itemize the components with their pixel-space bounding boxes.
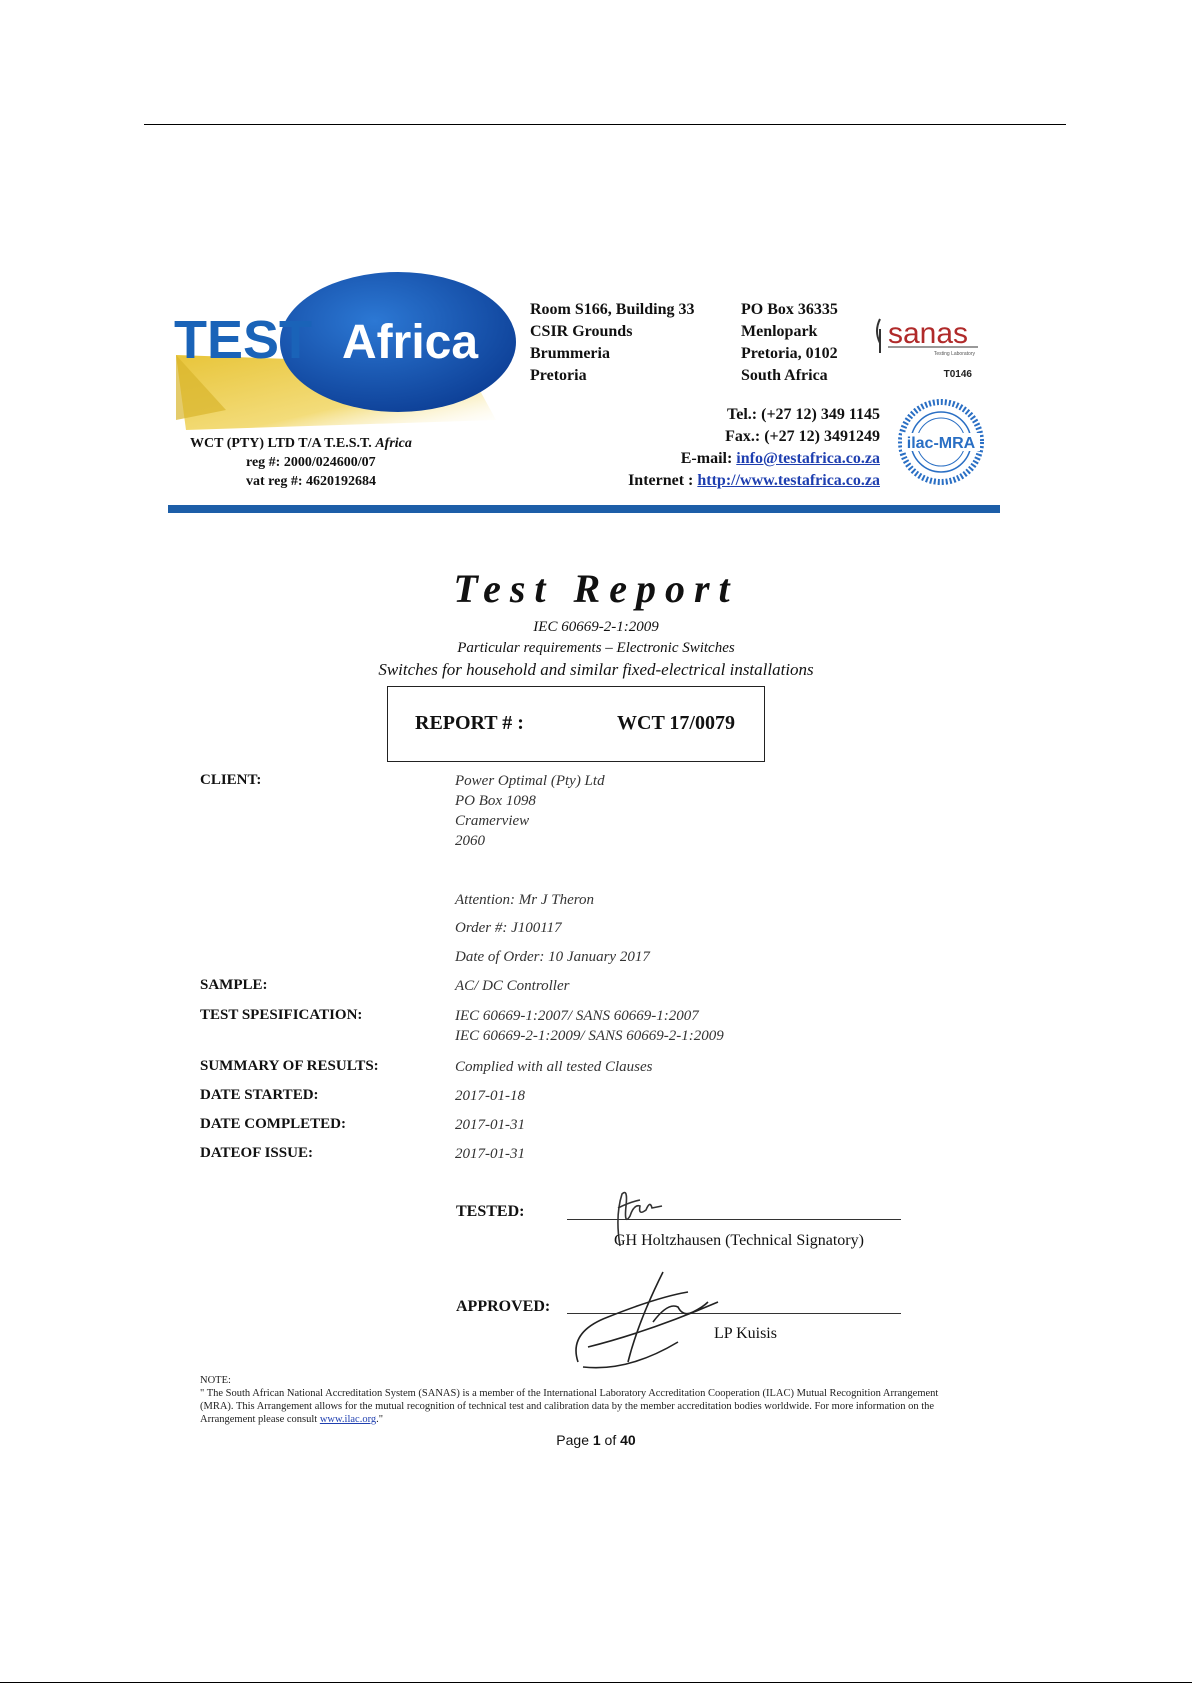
report-title: Test Report: [453, 566, 739, 611]
started-value: 2017-01-18: [455, 1088, 525, 1104]
completed-label: DATE COMPLETED:: [200, 1116, 346, 1132]
header-rule: [144, 124, 1066, 125]
requirements-line: Particular requirements – Electronic Switches: [457, 640, 735, 656]
tested-label: TESTED:: [456, 1203, 525, 1220]
page-number: Page 1 of 40: [556, 1432, 636, 1448]
tel: Tel.: (+27 12) 349 1145: [727, 406, 880, 423]
approved-label: APPROVED:: [456, 1298, 551, 1315]
accreditation-note: [200, 1374, 970, 1426]
logo-test-text: TEST: [174, 310, 313, 370]
sanas-logo: [870, 309, 985, 381]
approved-signature: [568, 1262, 748, 1372]
summary-value: Complied with all tested Clauses: [455, 1059, 653, 1075]
ilac-mra-logo: [896, 397, 986, 487]
company-vat: vat reg #: 4620192684: [246, 474, 376, 489]
company-reg: reg #: 2000/024600/07: [246, 455, 376, 470]
page-bottom-edge: [0, 1682, 1192, 1683]
client-value: Power Optimal (Pty) Ltd PO Box 1098 Cramerview 2060: [455, 773, 605, 849]
internet-row: Internet : http://www.testafrica.co.za: [628, 472, 880, 489]
sample-value: AC/ DC Controller: [455, 978, 570, 994]
company-name: WCT (PTY) LTD T/A T.E.S.T. Africa: [190, 436, 412, 451]
svg-text:Testing Laboratory: Testing Laboratory: [933, 351, 975, 357]
client-label: CLIENT:: [200, 772, 262, 788]
report-number-label: REPORT # :: [415, 712, 524, 734]
email-link[interactable]: info@testafrica.co.za: [736, 450, 880, 467]
postal-address: PO Box 36335 Menlopark Pretoria, 0102 South Africa: [741, 301, 838, 384]
sample-label: SAMPLE:: [200, 977, 268, 993]
issue-label: DATEOF ISSUE:: [200, 1145, 313, 1161]
issue-value: 2017-01-31: [455, 1146, 525, 1162]
order-value: Order #: J100117: [455, 920, 562, 936]
report-number: WCT 17/0079: [617, 712, 735, 734]
ilac-link[interactable]: www.ilac.org: [319, 1414, 377, 1425]
scope-line: Switches for household and similar fixed-electrical installations: [378, 660, 814, 679]
street-address: Room S166, Building 33 CSIR Grounds Brummeria Pretoria: [530, 301, 695, 384]
email-row: E-mail: info@testafrica.co.za: [680, 450, 880, 467]
attention-value: Attention: Mr J Theron: [455, 892, 595, 908]
completed-value: 2017-01-31: [455, 1117, 525, 1133]
fax: Fax.: (+27 12) 3491249: [725, 428, 880, 445]
order-date-value: Date of Order: 10 January 2017: [455, 949, 650, 965]
spec-value: IEC 60669-1:2007/ SANS 60669-1:2007 IEC 60669-2-1:2009/ SANS 60669-2-1:2009: [455, 1008, 724, 1044]
note-body: " The South African National Accreditation System (SANAS) is a member of the International Laboratory Accreditation Cooperation (ILAC) Mutual Recognition Arrangement (MRA). This Arrangement allows for the mutual recognition of technical test and calibration data by the member accreditation bodies worldwide. For more information on the Arrangement please consult www.ilac.org.": [200, 1388, 939, 1425]
started-label: DATE STARTED:: [200, 1087, 319, 1103]
summary-label: SUMMARY OF RESULTS:: [200, 1058, 379, 1074]
svg-text:T0146: T0146: [943, 369, 972, 380]
note-heading: NOTE:: [200, 1375, 231, 1386]
tested-name: GH Holtzhausen (Technical Signatory): [614, 1232, 864, 1249]
spec-label: TEST SPESIFICATION:: [200, 1007, 363, 1023]
standard-line: IEC 60669-2-1:2009: [533, 619, 659, 635]
svg-text:ilac-MRA: ilac-MRA: [906, 435, 976, 452]
letterhead-divider: [168, 505, 1000, 513]
company-info: [190, 434, 412, 491]
logo-africa-text: Africa: [342, 316, 479, 369]
website-link[interactable]: http://www.testafrica.co.za: [697, 472, 880, 489]
svg-text:sanas: sanas: [888, 317, 969, 350]
contact-block: [560, 404, 880, 492]
approved-name: LP Kuisis: [714, 1325, 777, 1342]
